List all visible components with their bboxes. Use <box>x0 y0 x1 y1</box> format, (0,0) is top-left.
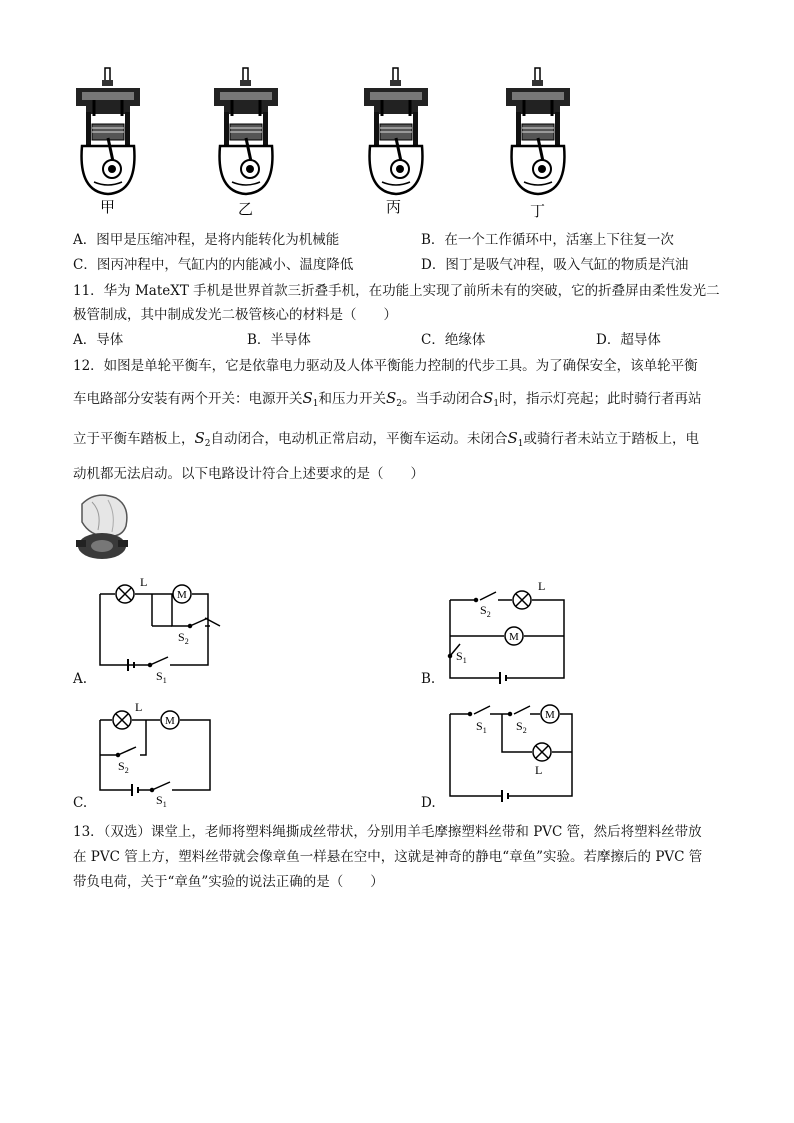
circuit-c-motor-label: M <box>165 715 175 727</box>
q12-option-a-label: A. <box>73 671 88 687</box>
q13-stem-line2: 在 PVC 管上方，塑料丝带就会像章鱼一样悬在空中，这就是神奇的静电“章鱼”实验。若摩擦后的 PVC 管 <box>73 849 703 865</box>
q11-option-d: D．超导体 <box>596 332 661 348</box>
q11-option-a: A．导体 <box>73 332 124 348</box>
circuit-options <box>60 570 600 810</box>
q12-option-c-label: C. <box>73 795 88 811</box>
engine-diagrams <box>60 62 580 222</box>
q12-option-b-label: B. <box>421 671 436 687</box>
circuit-b-s2-label: $S_2$ <box>480 603 491 619</box>
q11-option-c: C．绝缘体 <box>421 332 486 348</box>
q10-option-d: D．图丁是吸气冲程，吸入气缸的物质是汽油 <box>421 257 689 273</box>
engine-label-bing: 丙 <box>386 200 402 216</box>
q12-stem-line1: 12．如图是单轮平衡车，它是依靠电力驱动及人体平衡能力控制的代步工具。为了确保安全，该单轮平衡 <box>73 358 698 374</box>
engine-label-yi: 乙 <box>238 202 254 218</box>
circuit-b-motor-label: M <box>509 631 519 643</box>
circuit-c-s2-label: $S_2$ <box>118 759 129 775</box>
circuit-a-lamp-label: L <box>140 575 148 589</box>
circuit-d-s2-label: $S_2$ <box>516 719 527 735</box>
circuit-d-lamp-label: L <box>535 763 543 777</box>
circuit-b-lamp-label: L <box>538 579 546 593</box>
circuit-a-s2-label: $S_2$ <box>178 630 189 646</box>
q11-stem-line1: 11．华为 MateXT 手机是世界首款三折叠手机，在功能上实现了前所未有的突破，它的折叠屏由柔性发光二 <box>73 283 720 299</box>
circuit-b-s1-label: $S_1$ <box>456 649 467 665</box>
q12-stem-line4: 动机都无法启动。以下电路设计符合上述要求的是（ ） <box>73 466 424 482</box>
circuit-c-s1-label: $S_1$ <box>156 793 167 809</box>
circuit-a-s1-label: $S_1$ <box>156 669 167 685</box>
engine-label-jia: 甲 <box>100 200 116 216</box>
unicycle-photo <box>72 492 134 564</box>
q12-stem-line2: 车电路部分安装有两个开关：电源开关$S_1$和压力开关$S_2$。当手动闭合$S_1$时，指示灯亮起；此时骑行者再站 <box>73 389 702 409</box>
circuit-b <box>449 591 565 684</box>
engine-label-ding: 丁 <box>530 204 546 220</box>
q13-stem-line1: 13．（双选）课堂上，老师将塑料绳撕成丝带状，分别用羊毛摩擦塑料丝带和 PVC 管，然后将塑料丝带放 <box>73 824 702 840</box>
q10-option-c: C．图丙冲程中，气缸内的内能减小、温度降低 <box>73 257 354 273</box>
circuit-d-s1-label: $S_1$ <box>476 719 487 735</box>
q10-option-b: B．在一个工作循环中，活塞上下往复一次 <box>421 232 674 248</box>
q12-option-d-label: D. <box>421 795 436 811</box>
q12-stem-line3: 立于平衡车踏板上，$S_2$自动闭合，电动机正常启动，平衡车运动。未闭合$S_1$或骑行者未站立于踏板上，电 <box>73 429 700 449</box>
circuit-a-motor-label: M <box>177 589 187 601</box>
q11-option-b: B．半导体 <box>247 332 311 348</box>
circuit-d-motor-label: M <box>545 709 555 721</box>
circuit-c <box>100 711 210 796</box>
q13-stem-line3: 带负电荷，关于“章鱼”实验的说法正确的是（ ） <box>73 874 384 890</box>
q10-option-a: A．图甲是压缩冲程，是将内能转化为机械能 <box>73 232 340 248</box>
circuit-c-lamp-label: L <box>135 700 143 714</box>
circuit-a <box>100 585 220 671</box>
q11-stem-line2: 极管制成，其中制成发光二极管核心的材料是（ ） <box>73 307 397 323</box>
